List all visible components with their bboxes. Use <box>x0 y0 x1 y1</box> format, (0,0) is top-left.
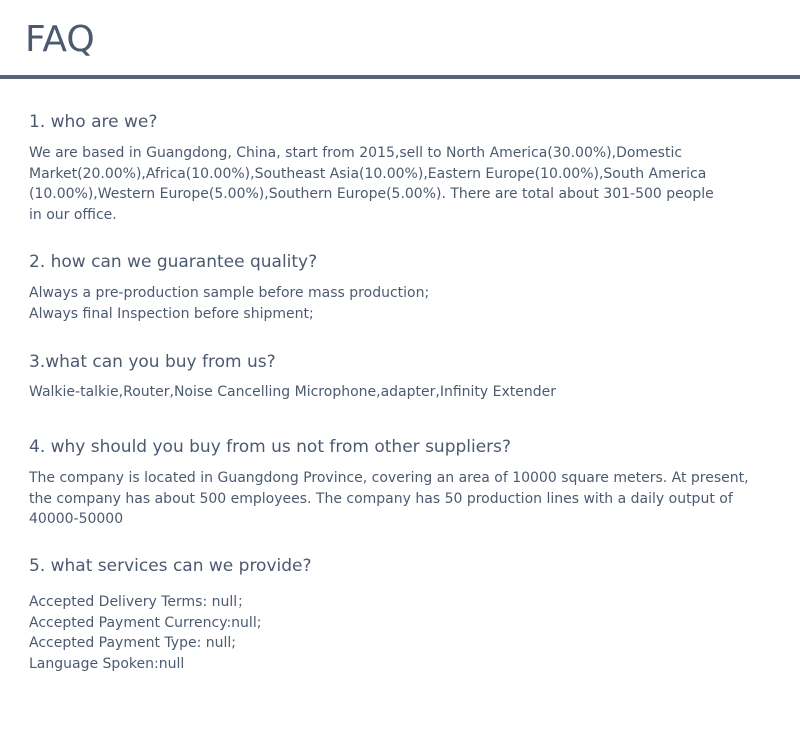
faq-answer <box>29 382 774 403</box>
faq-question: 2. how can we guarantee quality? <box>29 252 318 272</box>
answer-line: 40000-50000 <box>29 511 124 527</box>
faq-item-services <box>29 555 774 674</box>
faq-answer <box>29 468 774 530</box>
answer-line: Always final Inspection before shipment; <box>29 305 314 322</box>
answer-line: Always a pre-production sample before mass production; <box>29 285 430 301</box>
answer-line: We are based in Guangdong, China, start from 2015,sell to North America(30.00%),Domestic <box>29 145 683 161</box>
faq-answer <box>29 283 774 324</box>
faq-item-why-us <box>29 436 774 530</box>
answer-line: in our office. <box>29 206 117 223</box>
faq-answer <box>29 592 774 674</box>
faq-question: 1. who are we? <box>29 112 158 132</box>
faq-answer <box>29 143 774 225</box>
answer-line: Market(20.00%),Africa(10.00%),Southeast Asia(10.00%),Eastern Europe(10.00%),South America <box>29 165 707 182</box>
answer-line: Language Spoken:null <box>29 655 185 672</box>
answer-line: Walkie-talkie,Router,Noise Cancelling Microphone,adapter,Infinity Extender <box>29 384 556 400</box>
answer-line: Accepted Payment Currency:null; <box>29 614 262 631</box>
faq-item-quality-guarantee <box>29 251 774 324</box>
title-divider <box>0 75 800 79</box>
page-title: FAQ <box>25 19 95 60</box>
faq-item-who-are-we <box>29 111 774 225</box>
answer-line: The company is located in Guangdong Province, covering an area of 10000 square meters. At present, <box>29 470 749 486</box>
answer-line: the company has about 500 employees. The company has 50 production lines with a daily output of <box>29 490 733 507</box>
faq-question: 3.what can you buy from us? <box>29 352 276 372</box>
faq-question: 4. why should you buy from us not from other suppliers? <box>29 437 512 457</box>
faq-question: 5. what services can we provide? <box>29 556 312 576</box>
answer-line: Accepted Delivery Terms: null； <box>29 594 252 610</box>
faq-item-products <box>29 351 774 403</box>
answer-line: (10.00%),Western Europe(5.00%),Southern Europe(5.00%). There are total about 301-500 people <box>29 186 714 202</box>
answer-line: Accepted Payment Type: null; <box>29 635 236 651</box>
